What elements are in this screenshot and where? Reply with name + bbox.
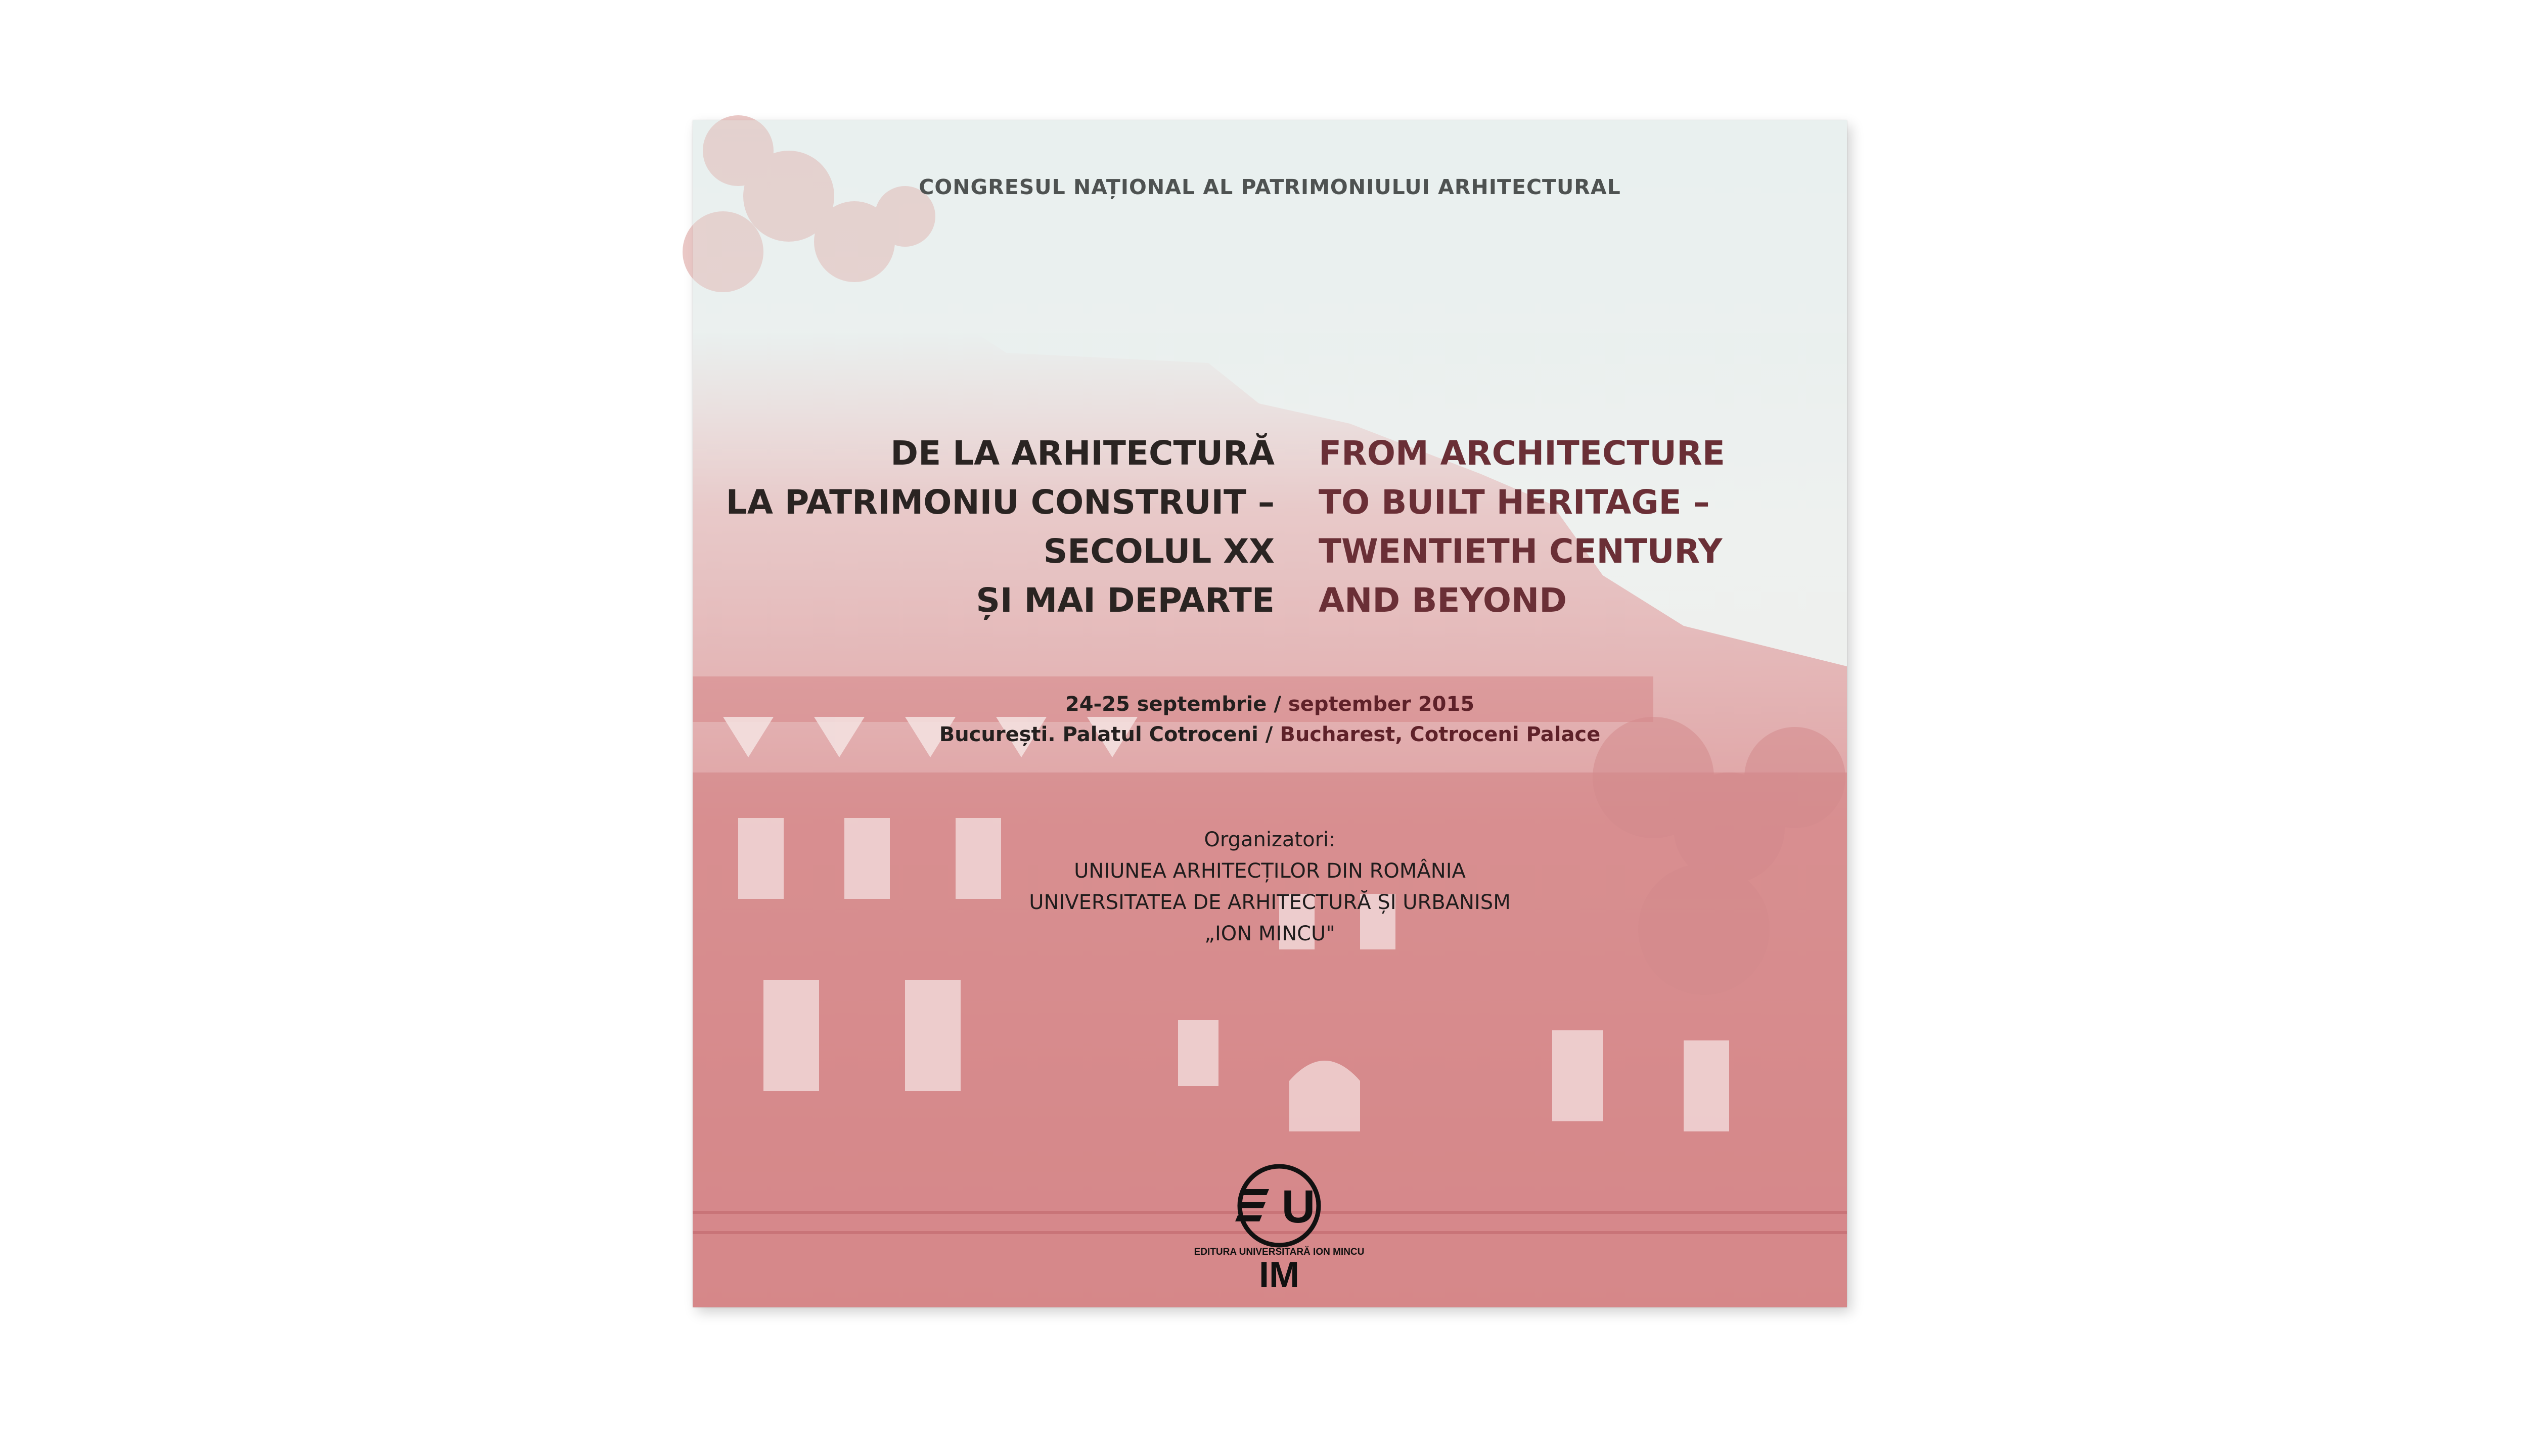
- date-english: september 2015: [1288, 693, 1475, 716]
- date-romanian: 24-25 septembrie: [1065, 693, 1267, 716]
- book-cover: [693, 120, 1847, 1307]
- event-date: [693, 693, 1847, 716]
- title-ro-line-1: DE LA ARHITECTURĂ: [890, 434, 1275, 473]
- publisher-logo-arc-text: EDITURA UNIVERSITARĂ ION MINCU: [1194, 1247, 1365, 1257]
- place-separator: /: [1258, 723, 1280, 746]
- svg-text:U: U: [1281, 1181, 1316, 1233]
- organizers-label: Organizatori:: [1204, 828, 1336, 851]
- title-en-line-2: TO BUILT HERITAGE –: [1319, 483, 1710, 522]
- publisher-logo: [1194, 1158, 1365, 1295]
- publisher-logo-im: IM: [1259, 1255, 1299, 1295]
- title-ro-line-2: LA PATRIMONIU CONSTRUIT –: [726, 483, 1275, 522]
- organizer-1: UNIUNEA ARHITECȚILOR DIN ROMÂNIA: [1074, 859, 1466, 883]
- title-ro-line-4: ȘI MAI DEPARTE: [976, 581, 1275, 620]
- organizers-block: [693, 824, 1847, 949]
- event-place: [693, 723, 1847, 746]
- date-separator: /: [1267, 693, 1288, 716]
- organizer-3: „ION MINCU": [1204, 922, 1335, 945]
- title-english: [1319, 429, 1725, 625]
- congress-heading: CONGRESUL NAȚIONAL AL PATRIMONIULUI ARHITECTURAL: [919, 175, 1621, 199]
- place-english: Bucharest, Cotroceni Palace: [1280, 723, 1601, 746]
- title-ro-line-3: SECOLUL XX: [1043, 532, 1275, 571]
- place-romanian: București. Palatul Cotroceni: [939, 723, 1258, 746]
- organizer-2: UNIVERSITATEA DE ARHITECTURĂ ȘI URBANISM: [1029, 891, 1511, 914]
- title-romanian: [726, 429, 1275, 625]
- title-en-line-3: TWENTIETH CENTURY: [1319, 532, 1723, 571]
- title-en-line-1: FROM ARCHITECTURE: [1319, 434, 1725, 473]
- title-en-line-4: AND BEYOND: [1319, 581, 1567, 620]
